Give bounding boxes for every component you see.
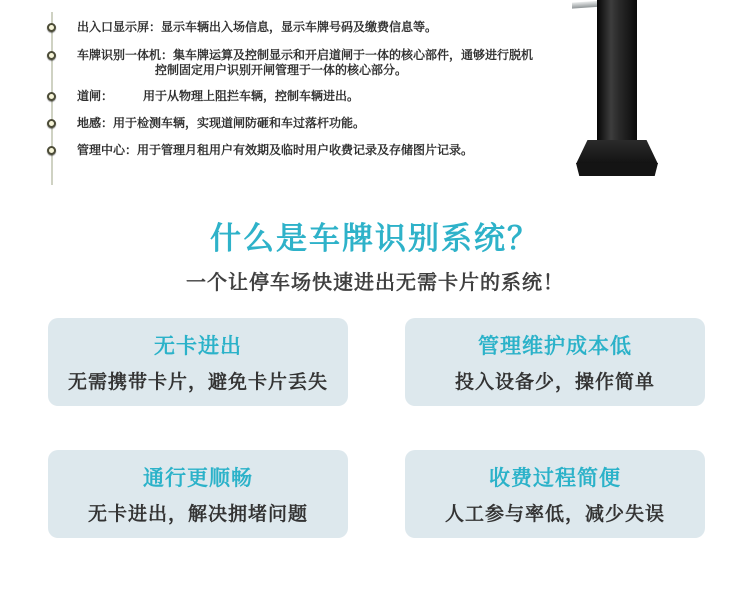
bullet-circle-icon — [47, 23, 56, 32]
timeline-item-entrance-display — [46, 20, 437, 35]
timeline-item-text: 车牌识别一体机：集车牌运算及控制显示和开启道闸于一体的核心部件，通够进行脱机 — [77, 48, 534, 62]
timeline-item-management-center — [46, 143, 473, 158]
timeline-item-text-line2: 控制固定用户识别开闸管理于一体的核心部分。 — [155, 63, 408, 77]
timeline-item-barrier-gate — [46, 89, 359, 104]
benefit-card-simple-payment — [405, 450, 705, 538]
bullet-circle-icon — [47, 146, 56, 155]
card-description: 无卡进出，解决拥堵问题 — [87, 504, 308, 525]
benefit-card-low-maintenance — [405, 318, 705, 406]
card-title: 通行更顺畅 — [143, 467, 253, 490]
timeline-item-text: 管理中心：用于管理月租用户有效期及临时用户收费记录及存储图片记录。 — [77, 143, 474, 157]
benefit-card-smoother-traffic — [48, 450, 348, 538]
card-description: 无需携带卡片，避免卡片丢失 — [67, 372, 328, 393]
timeline-item-text: 道闸： 用于从物理上阻拦车辆，控制车辆进出。 — [77, 89, 360, 103]
card-title: 无卡进出 — [154, 335, 242, 358]
page-subtitle: 一个让停车场快速进出无需卡片的系统！ — [186, 272, 564, 295]
timeline-item-ground-sensor — [46, 116, 365, 131]
pole-base-bevel — [576, 140, 658, 164]
timeline-item-recognition-unit — [46, 48, 533, 78]
hero-section — [0, 220, 750, 295]
card-description: 投入设备少，操作简单 — [454, 372, 655, 393]
card-title: 收费过程简便 — [489, 467, 621, 490]
card-description: 人工参与率低，减少失误 — [444, 504, 665, 525]
benefit-card-no-card-access — [48, 318, 348, 406]
card-title: 管理维护成本低 — [478, 335, 632, 358]
camera-pole-image — [560, 0, 750, 185]
timeline-item-text: 出入口显示屏：显示车辆出入场信息，显示车牌号码及缴费信息等。 — [77, 20, 438, 34]
page-title: 什么是车牌识别系统？ — [210, 221, 540, 256]
bullet-circle-icon — [47, 51, 56, 60]
pole-column — [597, 0, 637, 150]
bullet-circle-icon — [47, 92, 56, 101]
timeline-item-text: 地感：用于检测车辆，实现道闸防砸和车过落杆功能。 — [77, 116, 366, 130]
bullet-circle-icon — [47, 119, 56, 128]
pole-base-slab — [576, 163, 658, 176]
benefit-cards-grid — [48, 318, 705, 538]
